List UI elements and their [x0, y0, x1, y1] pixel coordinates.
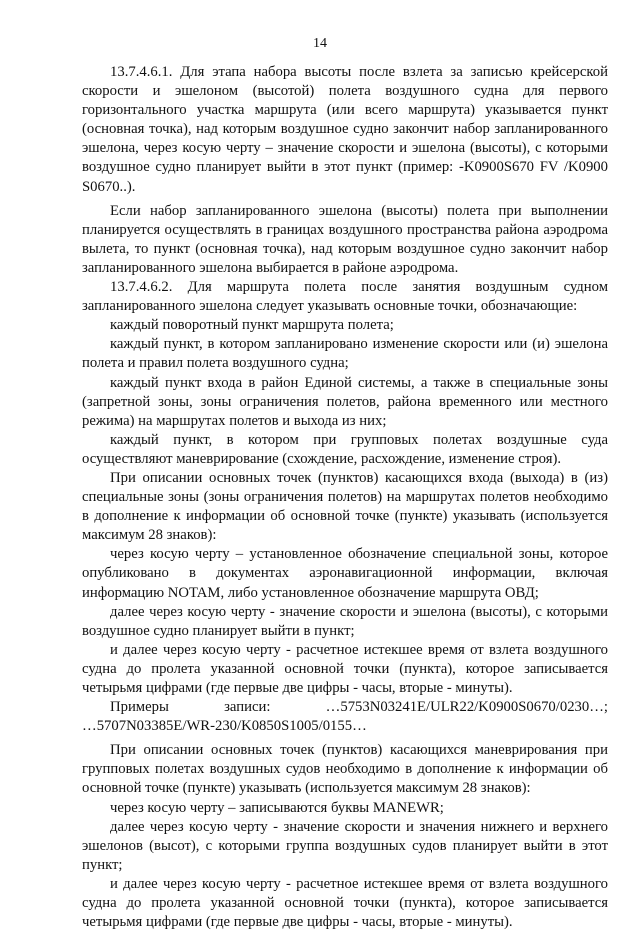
paragraph-13-7-4-6-2: 13.7.4.6.2. Для маршрута полета после занятия воздушным судном запланированного эшелона следует указывать основные точки, обозначающие:	[82, 279, 608, 315]
list-item-zone-designation: через косую черту – установленное обозначение специальной зоны, которое опубликовано в документах аэронавигационной информации, включая информацию NOTAM, либо установленное обозначение маршрута ОВД;	[82, 546, 608, 601]
list-item-maneuver-point: каждый пункт, в котором при групповых полетах воздушные суда осуществляют маневрирование (схождение, расхождение, изменение строя).	[82, 431, 608, 467]
example-code-1: …5753N03241E/ULR22/K0900S0670/0230…;	[325, 699, 608, 716]
list-item-group-elapsed-time: и далее через косую черту - расчетное истекшее время от взлета воздушного судна до пролета указанной основной точки (пункта), которое записывается четырьмя цифрами (где первые две цифры - часы, вторые - минуты).	[82, 875, 608, 931]
list-item-manewr: через косую черту – записываются буквы MANEWR;	[110, 799, 444, 816]
examples-word-zapisi: записи:	[224, 699, 271, 716]
list-item-zone-speed-level: далее через косую черту - значение скорости и эшелона (высоты), с которыми воздушное судно планирует выйти в пункт;	[82, 603, 608, 639]
paragraph-13-7-4-6-1: 13.7.4.6.1. Для этапа набора высоты после взлета за записью крейсерской скорости и эшелоном (высотой) полета воздушного судна для первого горизонтального участка маршрута (или всего маршрута) указывается пункт (основная точка), над которым воздушное судно закончит набор запланированного эшелона, через косую черту – значение скорости и эшелона (высоты), с которыми воздушное судно планирует выйти в этот пункт (пример: -K0900S670 FV /K0900 S0670..).	[82, 64, 608, 195]
list-item-zone-entry-point: каждый пункт входа в район Единой системы, а также в специальные зоны (запретной зоны, зоны ограничения полетов, района временного или местного режима) на маршрутах полетов и выхода из них;	[82, 374, 608, 429]
list-item-turning-point: каждый поворотный пункт маршрута полета;	[110, 317, 394, 334]
list-item-speed-change-point: каждый пункт, в котором запланировано изменение скорости или (и) эшелона полета и правил полета воздушного судна;	[82, 336, 608, 372]
list-item-group-speed-levels: далее через косую черту - значение скорости и значения нижнего и верхнего эшелонов (высот), с которыми группа воздушных судов планирует выйти в этот пункт;	[82, 818, 608, 873]
paragraph-group-maneuver: При описании основных точек (пунктов) касающихся маневрирования при групповых полетах воздушных судов необходимо в дополнение к информации об основной точке (пункте) указывать (используется максимум 28 знаков):	[82, 742, 608, 797]
document-body	[82, 63, 608, 932]
paragraph-aerodrome-area: Если набор запланированного эшелона (высоты) полета при выполнении планируется осуществлять в границах воздушного пространства района аэродрома вылета, то пункт (основная точка), над которым воздушное судно закончит набор запланированного эшелона выбирается в районе аэродрома.	[82, 202, 608, 276]
paragraph-special-zones: При описании основных точек (пунктов) касающихся входа (выхода) в (из) специальные зоны (зоны ограничения полетов) на маршрутах полетов необходимо в дополнение к информации об основной точке (пункте) указывать (используется максимум 28 знаков):	[82, 469, 608, 544]
examples-word: Примеры	[110, 699, 169, 716]
example-code-2: …5707N03385E/WR-230/K0850S1005/0155…	[82, 718, 367, 735]
page-number: 14	[313, 36, 327, 51]
list-item-zone-elapsed-time: и далее через косую черту - расчетное истекшее время от взлета воздушного судна до пролета указанной основной точки (пункта), которое записывается четырьмя цифрами (где первые две цифры - часы, вторые - минуты).	[82, 641, 608, 696]
examples-line	[82, 698, 608, 717]
